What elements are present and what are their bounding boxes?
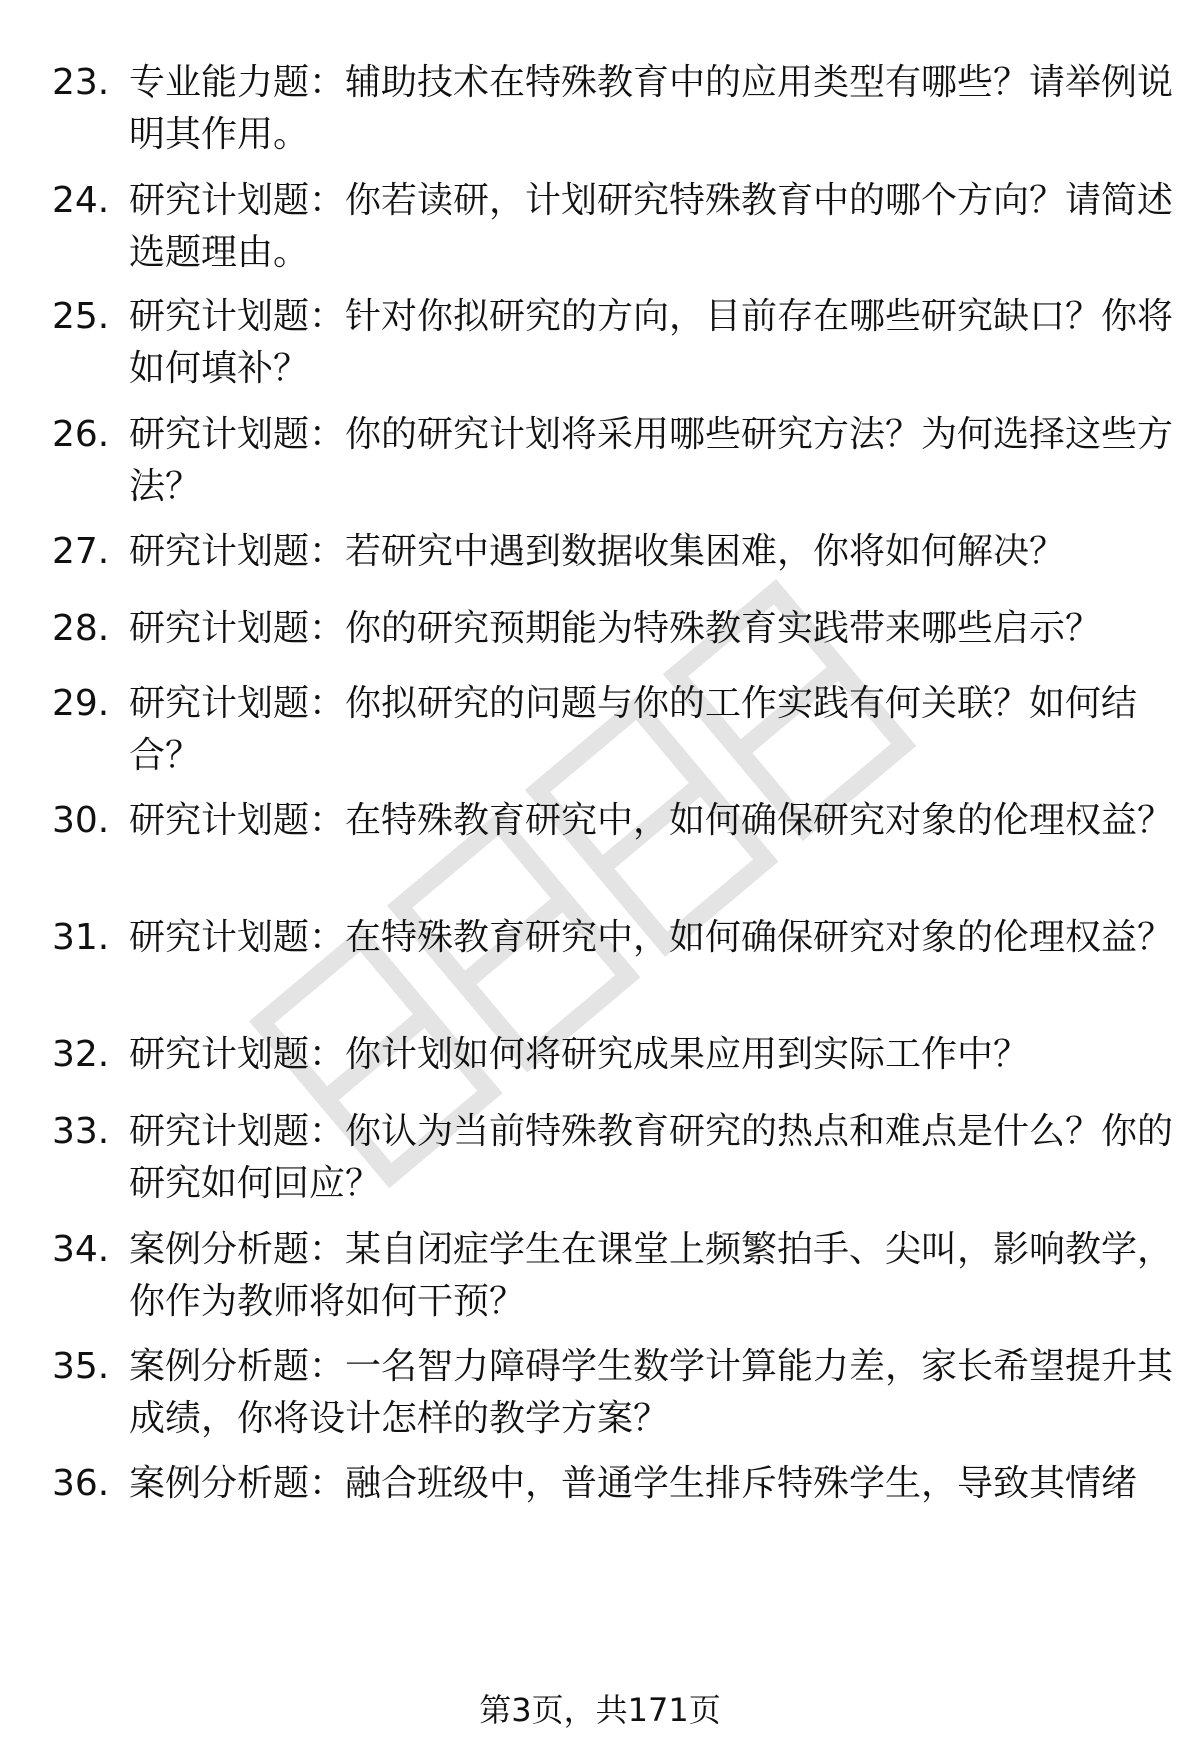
question-item bbox=[52, 1224, 1174, 1328]
question-item bbox=[52, 795, 1174, 847]
question-text: 研究计划题：你的研究计划将采用哪些研究方法？为何选择这些方法？ bbox=[129, 414, 1174, 507]
question-item bbox=[52, 1458, 1152, 1510]
question-number: 35. bbox=[52, 1346, 110, 1387]
question-number: 33. bbox=[52, 1111, 110, 1152]
question-item bbox=[52, 526, 1152, 578]
question-item bbox=[52, 603, 1152, 655]
question-item bbox=[52, 912, 1174, 964]
question-item bbox=[52, 409, 1174, 513]
question-number: 34. bbox=[52, 1229, 110, 1270]
question-number: 26. bbox=[52, 414, 110, 455]
question-item bbox=[52, 1029, 1152, 1081]
question-number: 32. bbox=[52, 1034, 110, 1075]
question-number: 29. bbox=[52, 683, 110, 724]
question-item bbox=[52, 291, 1174, 395]
question-item bbox=[52, 1106, 1174, 1210]
question-text: 研究计划题：你认为当前特殊教育研究的热点和难点是什么？你的研究如何回应？ bbox=[129, 1111, 1174, 1204]
question-number: 31. bbox=[52, 917, 110, 958]
question-item bbox=[52, 57, 1174, 161]
question-text: 案例分析题：某自闭症学生在课堂上频繁拍手、尖叫，影响教学，你作为教师将如何干预？ bbox=[129, 1229, 1174, 1322]
question-text: 研究计划题：若研究中遇到数据收集困难，你将如何解决？ bbox=[129, 531, 1066, 572]
question-text: 案例分析题：一名智力障碍学生数学计算能力差，家长希望提升其成绩，你将设计怎样的教学方案？ bbox=[129, 1346, 1174, 1439]
question-number: 23. bbox=[52, 62, 110, 103]
question-text: 研究计划题：在特殊教育研究中，如何确保研究对象的伦理权益？ bbox=[129, 917, 1174, 958]
question-text: 研究计划题：你计划如何将研究成果应用到实际工作中？ bbox=[129, 1034, 1030, 1075]
question-number: 24. bbox=[52, 180, 110, 221]
question-number: 27. bbox=[52, 531, 110, 572]
question-item bbox=[52, 1341, 1174, 1445]
question-text: 研究计划题：你若读研，计划研究特殊教育中的哪个方向？请简述选题理由。 bbox=[129, 180, 1174, 273]
question-item bbox=[52, 678, 1152, 782]
question-text: 研究计划题：在特殊教育研究中，如何确保研究对象的伦理权益？ bbox=[129, 800, 1174, 841]
page-footer: 第3页，共171页 bbox=[479, 1691, 721, 1729]
question-number: 36. bbox=[52, 1463, 110, 1504]
question-text: 研究计划题：你拟研究的问题与你的工作实践有何关联？如何结合？ bbox=[129, 683, 1138, 776]
question-text: 案例分析题：融合班级中，普通学生排斥特殊学生，导致其情绪 bbox=[129, 1463, 1138, 1504]
question-text: 研究计划题：你的研究预期能为特殊教育实践带来哪些启示？ bbox=[129, 608, 1102, 649]
question-item bbox=[52, 175, 1174, 279]
question-text: 研究计划题：针对你拟研究的方向，目前存在哪些研究缺口？你将如何填补？ bbox=[129, 296, 1174, 389]
question-number: 25. bbox=[52, 296, 110, 337]
question-number: 28. bbox=[52, 608, 110, 649]
question-text: 专业能力题：辅助技术在特殊教育中的应用类型有哪些？请举例说明其作用。 bbox=[129, 62, 1174, 155]
question-number: 30. bbox=[52, 800, 110, 841]
